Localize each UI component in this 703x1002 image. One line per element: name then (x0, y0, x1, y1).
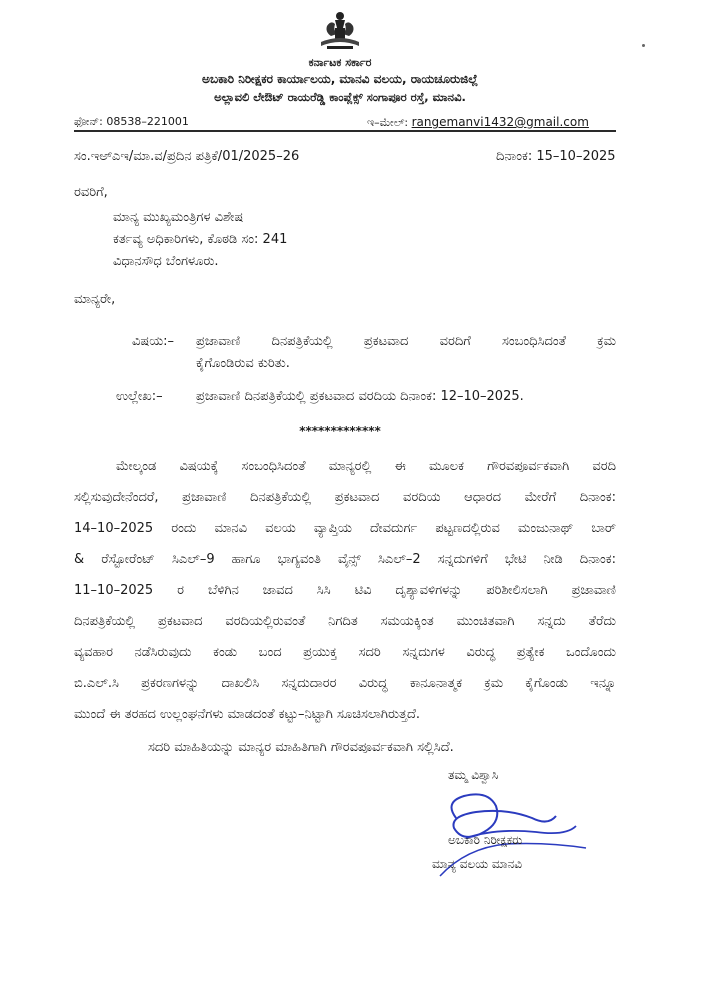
letter-date (496, 149, 616, 164)
body-line: ದಿನಪತ್ರಿಕೆಯಲ್ಲಿ ಪ್ರಕಟವಾದ ವರದಿಯಲ್ಲಿರುವಂತೆ ನಿಗದಿತ ಸಮಯಕ್ಕಿಂತ ಮುಂಚಿತವಾಗಿ ಸನ್ನದು ತೆರೆದು (74, 614, 616, 629)
date-label: ದಿನಾಂಕ: (496, 149, 533, 164)
recipient-line: ವಿಧಾನಸೌಧ ಬೆಂಗಳೂರು. (113, 254, 219, 269)
subject-line: ಕೈಗೊಂಡಿರುವ ಕುರಿತು. (196, 356, 290, 371)
phone-line (74, 115, 189, 129)
recipient-line: ಮಾನ್ಯ ಮುಖ್ಯಮಂತ್ರಿಗಳ ವಿಶೇಷ (113, 210, 244, 225)
email-label: ಇ–ಮೇಲ್: (367, 116, 409, 129)
recipient-line: ಕರ್ತವ್ಯ ಅಧಿಕಾರಿಗಳು, ಕೊಠಡಿ ಸಂ: 241 (113, 232, 288, 247)
phone-number: 08538–221001 (106, 115, 189, 128)
subject-label: ವಿಷಯ:– (132, 334, 175, 349)
complimentary-close: ತಮ್ಮ ವಿಶ್ವಾಸಿ (448, 768, 499, 782)
body-line: & ರೆಸ್ಟೋರೆಂಟ್ ಸಿಎಲ್–9 ಹಾಗೂ ಭಾಗ್ಯವಂತಿ ವೈನ್ಸ್ ಸಿಎಲ್–2 ಸನ್ನದುಗಳಿಗೆ ಭೇಟಿ ನೀಡಿ ದಿನಾಂಕ: (74, 552, 616, 567)
body-line: 11–10–2025 ರ ಬೆಳಿಗಿನ ಜಾವದ ಸಿಸಿ ಟಿವಿ ದೃಶ್ಯಾವಳಿಗಳನ್ನು ಪರಿಶೀಲಿಸಲಾಗಿ ಪ್ರಜಾವಾಣಿ (74, 583, 616, 598)
reference-note-label: ಉಲ್ಲೇಖ:– (116, 389, 163, 404)
date-value: 15–10–2025 (536, 149, 616, 164)
email-line (367, 115, 589, 130)
subject-line: ಪ್ರಜಾವಾಣಿ ದಿನಪತ್ರಿಕೆಯಲ್ಲಿ ಪ್ರಕಟವಾದ ವರದಿಗೆ ಸಂಬಂಧಿಸಿದಂತೆ ಕ್ರಮ (196, 334, 616, 349)
letterhead-divider (74, 130, 616, 132)
scan-speck (642, 44, 645, 47)
body-line: 14–10–2025 ರಂದು ಮಾನವಿ ವಲಯ ವ್ಯಾಪ್ತಿಯ ದೇವದುರ್ಗ ಪಟ್ಟಣದಲ್ಲಿರುವ ಮಂಜುನಾಥ್ ಬಾರ್ (74, 521, 616, 536)
phone-label: ಫೋನ್: (74, 115, 103, 128)
signatory-title: ಅಬಕಾರಿ ನಿರೀಕ್ಷಕರು (448, 833, 523, 847)
body-line: ಮುಂದೆ ಈ ತರಹದ ಉಲ್ಲಂಘನೆಗಳು ಮಾಡದಂತೆ ಕಟ್ಟು–ನಿಟ್ಟಾಗಿ ಸೂಚಿಸಲಾಗಿರುತ್ತದೆ. (74, 707, 421, 722)
org-name: ಕರ್ನಾಟಕ ಸರ್ಕಾರ (308, 56, 372, 69)
salutation: ಮಾನ್ಯರೇ, (74, 292, 116, 307)
office-name: ಅಬಕಾರಿ ನಿರೀಕ್ಷಕರ ಕಾರ್ಯಾಲಯ, ಮಾನವಿ ವಲಯ, ರಾಯಚೂರುಜಿಲ್ಲೆ (202, 72, 478, 86)
body-line: ವ್ಯವಹಾರ ನಡೆಸಿರುವುದು ಕಂಡು ಬಂದ ಪ್ರಯುಕ್ತ ಸದರಿ ಸನ್ನದುಗಳ ವಿರುದ್ಧ ಪ್ರತ್ಯೇಕ ಒಂದೊಂದು (74, 645, 616, 660)
body-line: ಬಿ.ಎಲ್.ಸಿ ಪ್ರಕರಣಗಳನ್ನು ದಾಖಲಿಸಿ ಸನ್ನದುದಾರರ ವಿರುದ್ಧ ಕಾನೂನಾತ್ಮಕ ಕ್ರಮ ಕೈಗೊಂಡು ಇನ್ನೂ (74, 676, 616, 691)
section-separator: ************* (299, 424, 381, 438)
recipient-to: ರವರಿಗೆ, (74, 185, 108, 200)
reference-number: ಸಂ.ಇಅ್ಎಇ/ಮಾ.ವ/ಪ್ರದಿನ ಪತ್ರಿಕೆ/01/2025–26 (74, 149, 300, 164)
signatory-place: ಮಾನ್ಯ ವಲಯ ಮಾನವಿ (432, 857, 522, 871)
email-address[interactable]: rangemanvi1432@gmail.com (411, 115, 589, 129)
body-line: ಸಲ್ಲಿಸುವುದೇನೆಂದರೆ, ಪ್ರಜಾವಾಣಿ ದಿನಪತ್ರಿಕೆಯಲ್ಲಿ ಪ್ರಕಟವಾದ ವರದಿಯ ಆಧಾರದ ಮೇರೆಗೆ ದಿನಾಂಕ: (74, 490, 616, 505)
reference-note-text: ಪ್ರಜಾವಾಣಿ ದಿನಪತ್ರಿಕೆಯಲ್ಲಿ ಪ್ರಕಟವಾದ ವರದಿಯ ದಿನಾಂಕ: 12–10–2025. (196, 389, 524, 404)
office-address: ಅಲ್ಲಾವಲಿ ಲೇಔಟ್ ರಾಯರೆಡ್ಡಿ ಕಾಂಪ್ಲೆಕ್ಸ್ ಸಂಗಾಪೂರ ರಸ್ತೆ, ಮಾನವಿ. (214, 90, 466, 104)
closing-line: ಸದರಿ ಮಾಹಿತಿಯನ್ನು ಮಾನ್ಯರ ಮಾಹಿತಿಗಾಗಿ ಗೌರವಪೂರ್ವಕವಾಗಿ ಸಲ್ಲಿಸಿದೆ. (148, 740, 454, 755)
state-emblem-icon (313, 8, 367, 56)
body-line: ಮೇಲ್ಕಂಡ ವಿಷಯಕ್ಕೆ ಸಂಬಂಧಿಸಿದಂತೆ ಮಾನ್ಯರಲ್ಲಿ ಈ ಮೂಲಕ ಗೌರವಪೂರ್ವಕವಾಗಿ ವರದಿ (116, 459, 616, 474)
